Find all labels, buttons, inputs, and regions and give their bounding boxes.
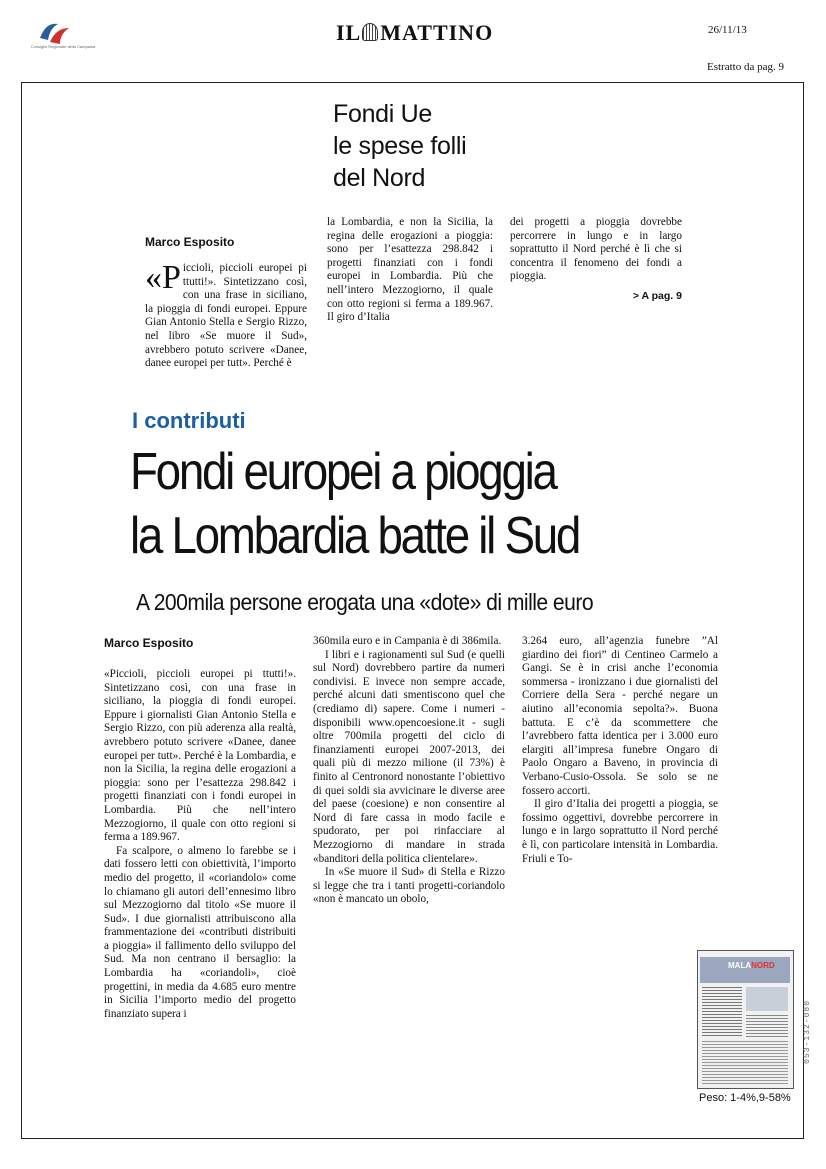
weight-label: Peso: 1-4%,9-58% <box>699 1092 791 1104</box>
continue-reference: > A pag. 9 <box>632 289 682 302</box>
teaser-col3-text: dei progetti a pioggia dovrebbe percorrere in lungo e in largo soprattutto il Nord perché è lì che si concentra il fenomeno dei fondi a pioggia. <box>510 216 682 283</box>
article-column-3 <box>522 635 718 866</box>
teaser-title-line: Fondi Ue <box>333 100 433 128</box>
masthead-name: MATTINO <box>380 20 494 45</box>
paragraph: «Piccioli, piccioli europei pi ttutti!». Sintetizzano così, con una frase in siciliano, la pioggia di fondi europei. Eppure i giornalisti Gian Antonio Stella e Sergio Rizzo, con più aderenza alla realtà, avrebbero potuto scrivere «Danee, danee europei per tutt». Perché è la Lombardia, e non la Sicilia, la regina delle erogazioni a pioggia: sono per l’esattezza 298.842 i progetti finanziati con i fondi europei in Lombardia. Più che nell’intero Mezzogiorno, il quale con otto regioni si ferma a 189.967. <box>104 668 296 844</box>
teaser-title-line: del Nord <box>333 164 426 192</box>
teaser-column-2 <box>327 216 493 325</box>
headline-line: la Lombardia batte il Sud <box>130 507 580 565</box>
thumbnail-image-block <box>746 987 788 1011</box>
paragraph: In «Se muore il Sud» di Stella e Rizzo si legge che tra i tanti progetti-coriandolo «non è mancato un obolo, <box>313 866 505 906</box>
masthead <box>336 20 493 46</box>
issue-date: 26/11/13 <box>708 24 747 36</box>
thumbnail-text-block <box>746 1015 788 1037</box>
headline-line: Fondi europei a pioggia <box>130 443 556 501</box>
side-code: 053-132-080 <box>803 1000 812 1064</box>
article-kicker: I contributi <box>132 408 246 433</box>
teaser-col2-text: la Lombardia, e non la Sicilia, la regina delle erogazioni a pioggia: sono per l’esattezza 298.842 i progetti finanziati con i fondi europei in Lombardia. Più che nell’intero Mezzogiorno, il quale con otto regioni si ferma a 189.967. Il giro d’Italia <box>327 216 493 324</box>
thumbnail-text-block <box>702 1041 788 1085</box>
paragraph: Il giro d’Italia dei progetti a pioggia, se fossimo oggettivi, dovrebbe percorrere in lungo e in largo soprattutto il Nord perché è lì, con particolare intensità in Lombardia. Friuli e To- <box>522 798 718 865</box>
article-column-1 <box>104 668 296 1021</box>
paragraph: 3.264 euro, all’agenzia funebre ”Al giardino dei fiori” di Centineo Carmelo a Gangi. Se è in crisi anche l’economia sommersa - ironizzano i due giornalisti del Corriere della Sera - perché negare un aiutino all’economia sepolta?». Buona battuta. E c’è da scommettere che l’avrebbero fatta identica per i 3.000 euro elargiti all’impresa funebre Ongaro di Paolo Ongaro a Baveno, in provincia di Verbano-Cusio-Ossola. Se solo se ne fossero accorti. <box>522 635 718 797</box>
masthead-il: IL <box>336 20 362 45</box>
article-column-2 <box>313 635 505 907</box>
article-subhead: A 200mila persone erogata una «dote» di mille euro <box>136 589 594 615</box>
masthead-emblem-icon <box>362 23 378 41</box>
teaser-title-line: le spese folli <box>333 132 467 160</box>
logo-caption: Consiglio Regionale della Campania <box>30 44 96 49</box>
thumbnail-label: MALANORD <box>728 961 775 970</box>
teaser-title <box>333 98 466 194</box>
paragraph: I libri e i ragionamenti sul Sud (e quelli sul Nord) dovrebbero partire da numeri condivisi. E invece non sempre accade, perché alcuni dati smentiscono quel che (crediamo di) sapere. Come i numeri - disponibili www.opencoesione.it - sugli oltre 700mila progetti del ciclo di finanziamenti europei 2007-2013, dei quali più di mezzo milione (il 73%) è finito al Centronord nonostante l’obiettivo di quei soldi sia avvicinare le diverse aree del paese (coesione) e non consentire al Nord di fare cassa in modo facile e spudorato, per poi rinfacciare al Mezzogiorno di mandare in strada «banditori della politica clientelare». <box>313 648 505 865</box>
teaser-col1-text: iccioli, piccioli europei pi ttutti!». Sintetizzano così, con una frase in siciliano, la pioggia di fondi europei. Eppure Gian Antonio Stella e Sergio Rizzo, nel libro «Se muore il Sud», avrebbero potuto scrivere «Danee, danee europei per tutt». Perché è <box>145 262 307 370</box>
teaser-byline: Marco Esposito <box>145 235 235 249</box>
article-headline <box>130 440 579 568</box>
teaser-column-1 <box>145 259 307 371</box>
article-byline: Marco Esposito <box>104 636 194 650</box>
paragraph: Fa scalpore, o almeno lo farebbe se i dati fossero letti con obiettività, l’importo medio del progetto, il «coriandolo» come lo chiamano gli autori dell’ennesimo libro sul Mezzogiorno dal titolo «Se muore il Sud». I due giornalisti attribuiscono alla frammentazione dei «contributi distribuiti a pioggia» il fallimento dello sviluppo del Sud. Ma non centrano il bersaglio: la Lombardia ha «coriandoli», cioè progettini, in media da 4.685 euro mentre in Sicilia l’importo medio del progetto finanziato supera i <box>104 844 296 1020</box>
extract-page: Estratto da pag. 9 <box>707 61 784 73</box>
paragraph: 360mila euro e in Campania è di 386mila. <box>313 635 502 647</box>
teaser-dropcap: «P <box>145 259 181 296</box>
thumbnail-text-block <box>702 987 742 1037</box>
teaser-column-3 <box>510 216 682 304</box>
council-logo-icon <box>36 20 72 46</box>
page-thumbnail <box>697 950 794 1089</box>
